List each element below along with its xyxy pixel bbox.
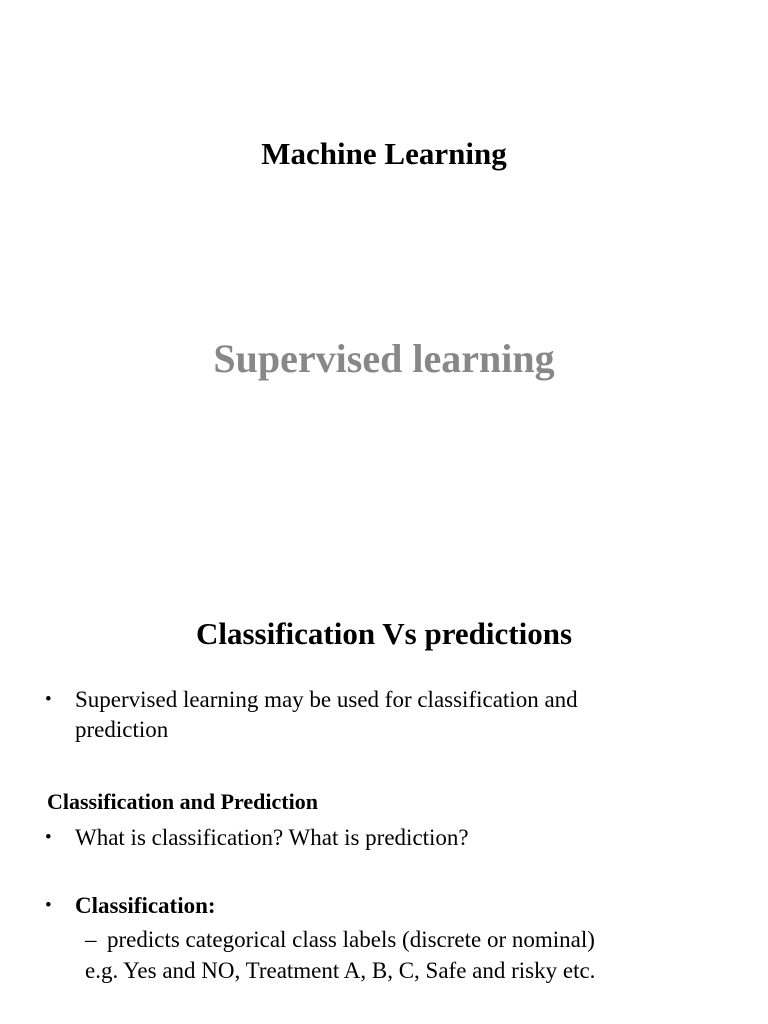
bullet-text-line-2: prediction bbox=[75, 717, 169, 742]
dash-marker: – bbox=[85, 927, 97, 952]
bullet-text-line-1: Supervised learning may be used for classification and bbox=[75, 687, 578, 712]
bullet-marker: • bbox=[45, 895, 52, 916]
slide-title-classification-vs-predictions: Classification Vs predictions bbox=[195, 616, 573, 651]
bullet-heading-classification: Classification: bbox=[75, 893, 216, 918]
bullet-marker: • bbox=[45, 827, 52, 848]
sub-item-text: predicts categorical class labels (discrete or nominal) bbox=[107, 927, 595, 952]
section-subheading: Classification and Prediction bbox=[47, 789, 318, 814]
bullet-text-questions: What is classification? What is prediction? bbox=[75, 825, 469, 850]
example-text: e.g. Yes and NO, Treatment A, B, C, Safe and risky etc. bbox=[85, 958, 596, 983]
slide-title-machine-learning: Machine Learning bbox=[261, 136, 507, 171]
slide-title-supervised-learning: Supervised learning bbox=[213, 336, 555, 381]
bullet-marker: • bbox=[45, 689, 52, 710]
